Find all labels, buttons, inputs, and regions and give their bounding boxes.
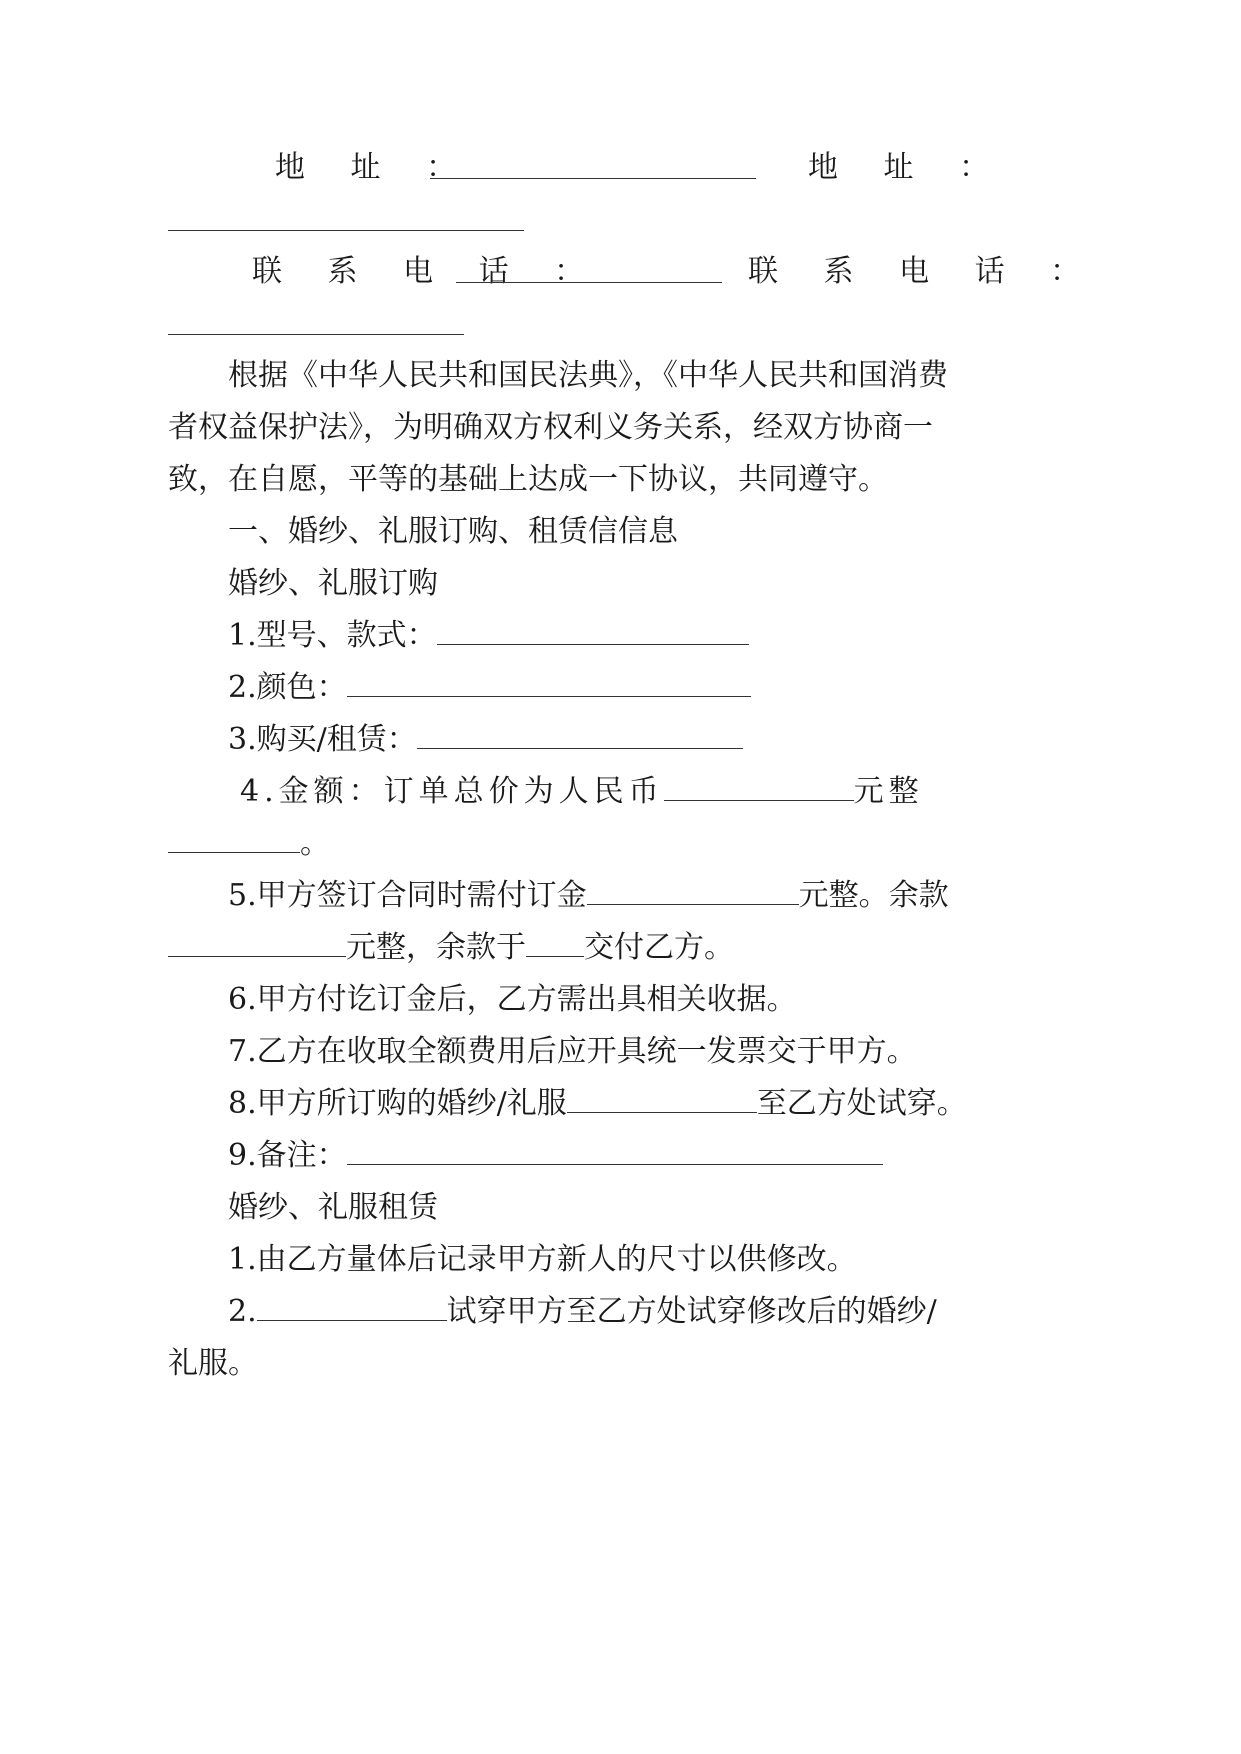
deposit-label: 5.甲方签订合同时需付订金	[228, 878, 587, 913]
balance-blank	[168, 930, 346, 957]
purchase-title: 婚纱、礼服订购	[228, 566, 438, 601]
phone-blank-party-a	[456, 256, 722, 283]
address-blank-party-a	[430, 152, 756, 179]
buy-rent-blank	[417, 722, 743, 749]
balance-suffix: 交付乙方。	[584, 930, 734, 965]
phone-blank-party-b	[168, 308, 464, 335]
amount-end: 。	[300, 826, 330, 861]
phone-label-party-b: 联 系 电 话 ：	[748, 254, 1099, 289]
purchase-item-2	[228, 668, 751, 708]
amount-blank-2	[168, 826, 300, 853]
purchase-item-5-cont	[168, 928, 734, 968]
address-blank-party-b	[168, 204, 524, 231]
phone-row-right	[748, 252, 1098, 292]
rental-item-1: 1.由乙方量体后记录甲方新人的尺寸以供修改。	[228, 1242, 857, 1277]
remark-blank	[347, 1138, 883, 1165]
rental-item-2-text: 试穿甲方至乙方处试穿修改后的婚纱/	[446, 1294, 937, 1329]
intro-line-3: 致，在自愿，平等的基础上达成一下协议，共同遵守。	[168, 462, 888, 497]
purchase-item-4-cont	[168, 824, 330, 864]
phone-label-party-a: 联 系 电 话 ：	[252, 254, 603, 289]
address-label-party-a: 地 址 ：	[275, 150, 475, 185]
rental-item-2	[228, 1292, 937, 1332]
purchase-item-8	[228, 1084, 967, 1124]
deposit-blank	[587, 878, 799, 905]
rental-item-2-number: 2.	[228, 1294, 257, 1329]
intro-line-2: 者权益保护法》，为明确双方权利义务关系，经双方协商一	[168, 410, 933, 445]
deposit-suffix: 元整。余款	[798, 878, 949, 913]
color-label: 2.颜色：	[228, 670, 347, 705]
rental-fitting-blank	[257, 1294, 447, 1321]
model-blank	[437, 618, 749, 645]
model-label: 1.型号、款式：	[228, 618, 437, 653]
address-label-party-b: 地 址 ：	[808, 150, 1008, 185]
rental-title: 婚纱、礼服租赁	[228, 1190, 438, 1225]
balance-date-blank	[526, 930, 584, 957]
buy-rent-label: 3.购买/租赁：	[228, 722, 417, 757]
color-blank	[347, 670, 751, 697]
purchase-item-6: 6.甲方付讫订金后，乙方需出具相关收据。	[228, 982, 797, 1017]
purchase-item-1	[228, 616, 749, 656]
amount-suffix: 元整	[853, 774, 924, 809]
address-row-right	[808, 148, 1007, 188]
amount-blank	[664, 774, 854, 801]
purchase-item-7: 7.乙方在收取全额费用后应开具统一发票交于甲方。	[228, 1034, 917, 1069]
fitting-label: 8.甲方所订购的婚纱/礼服	[228, 1086, 567, 1121]
rental-item-2-cont: 礼服。	[168, 1346, 258, 1381]
fitting-blank	[567, 1086, 757, 1113]
remark-label: 9.备注：	[228, 1138, 347, 1173]
purchase-item-4	[240, 772, 924, 812]
balance-label: 元整，余款于	[346, 930, 526, 965]
fitting-suffix: 至乙方处试穿。	[756, 1086, 967, 1121]
purchase-item-5	[228, 876, 949, 916]
amount-label: 4.金额：订单总价为人民币	[240, 774, 664, 809]
section1-title: 一、婚纱、礼服订购、租赁信信息	[228, 514, 678, 549]
purchase-item-3	[228, 720, 743, 760]
intro-line-1: 根据《中华人民共和国民法典》，《中华人民共和国消费	[228, 358, 948, 393]
purchase-item-9	[228, 1136, 883, 1176]
